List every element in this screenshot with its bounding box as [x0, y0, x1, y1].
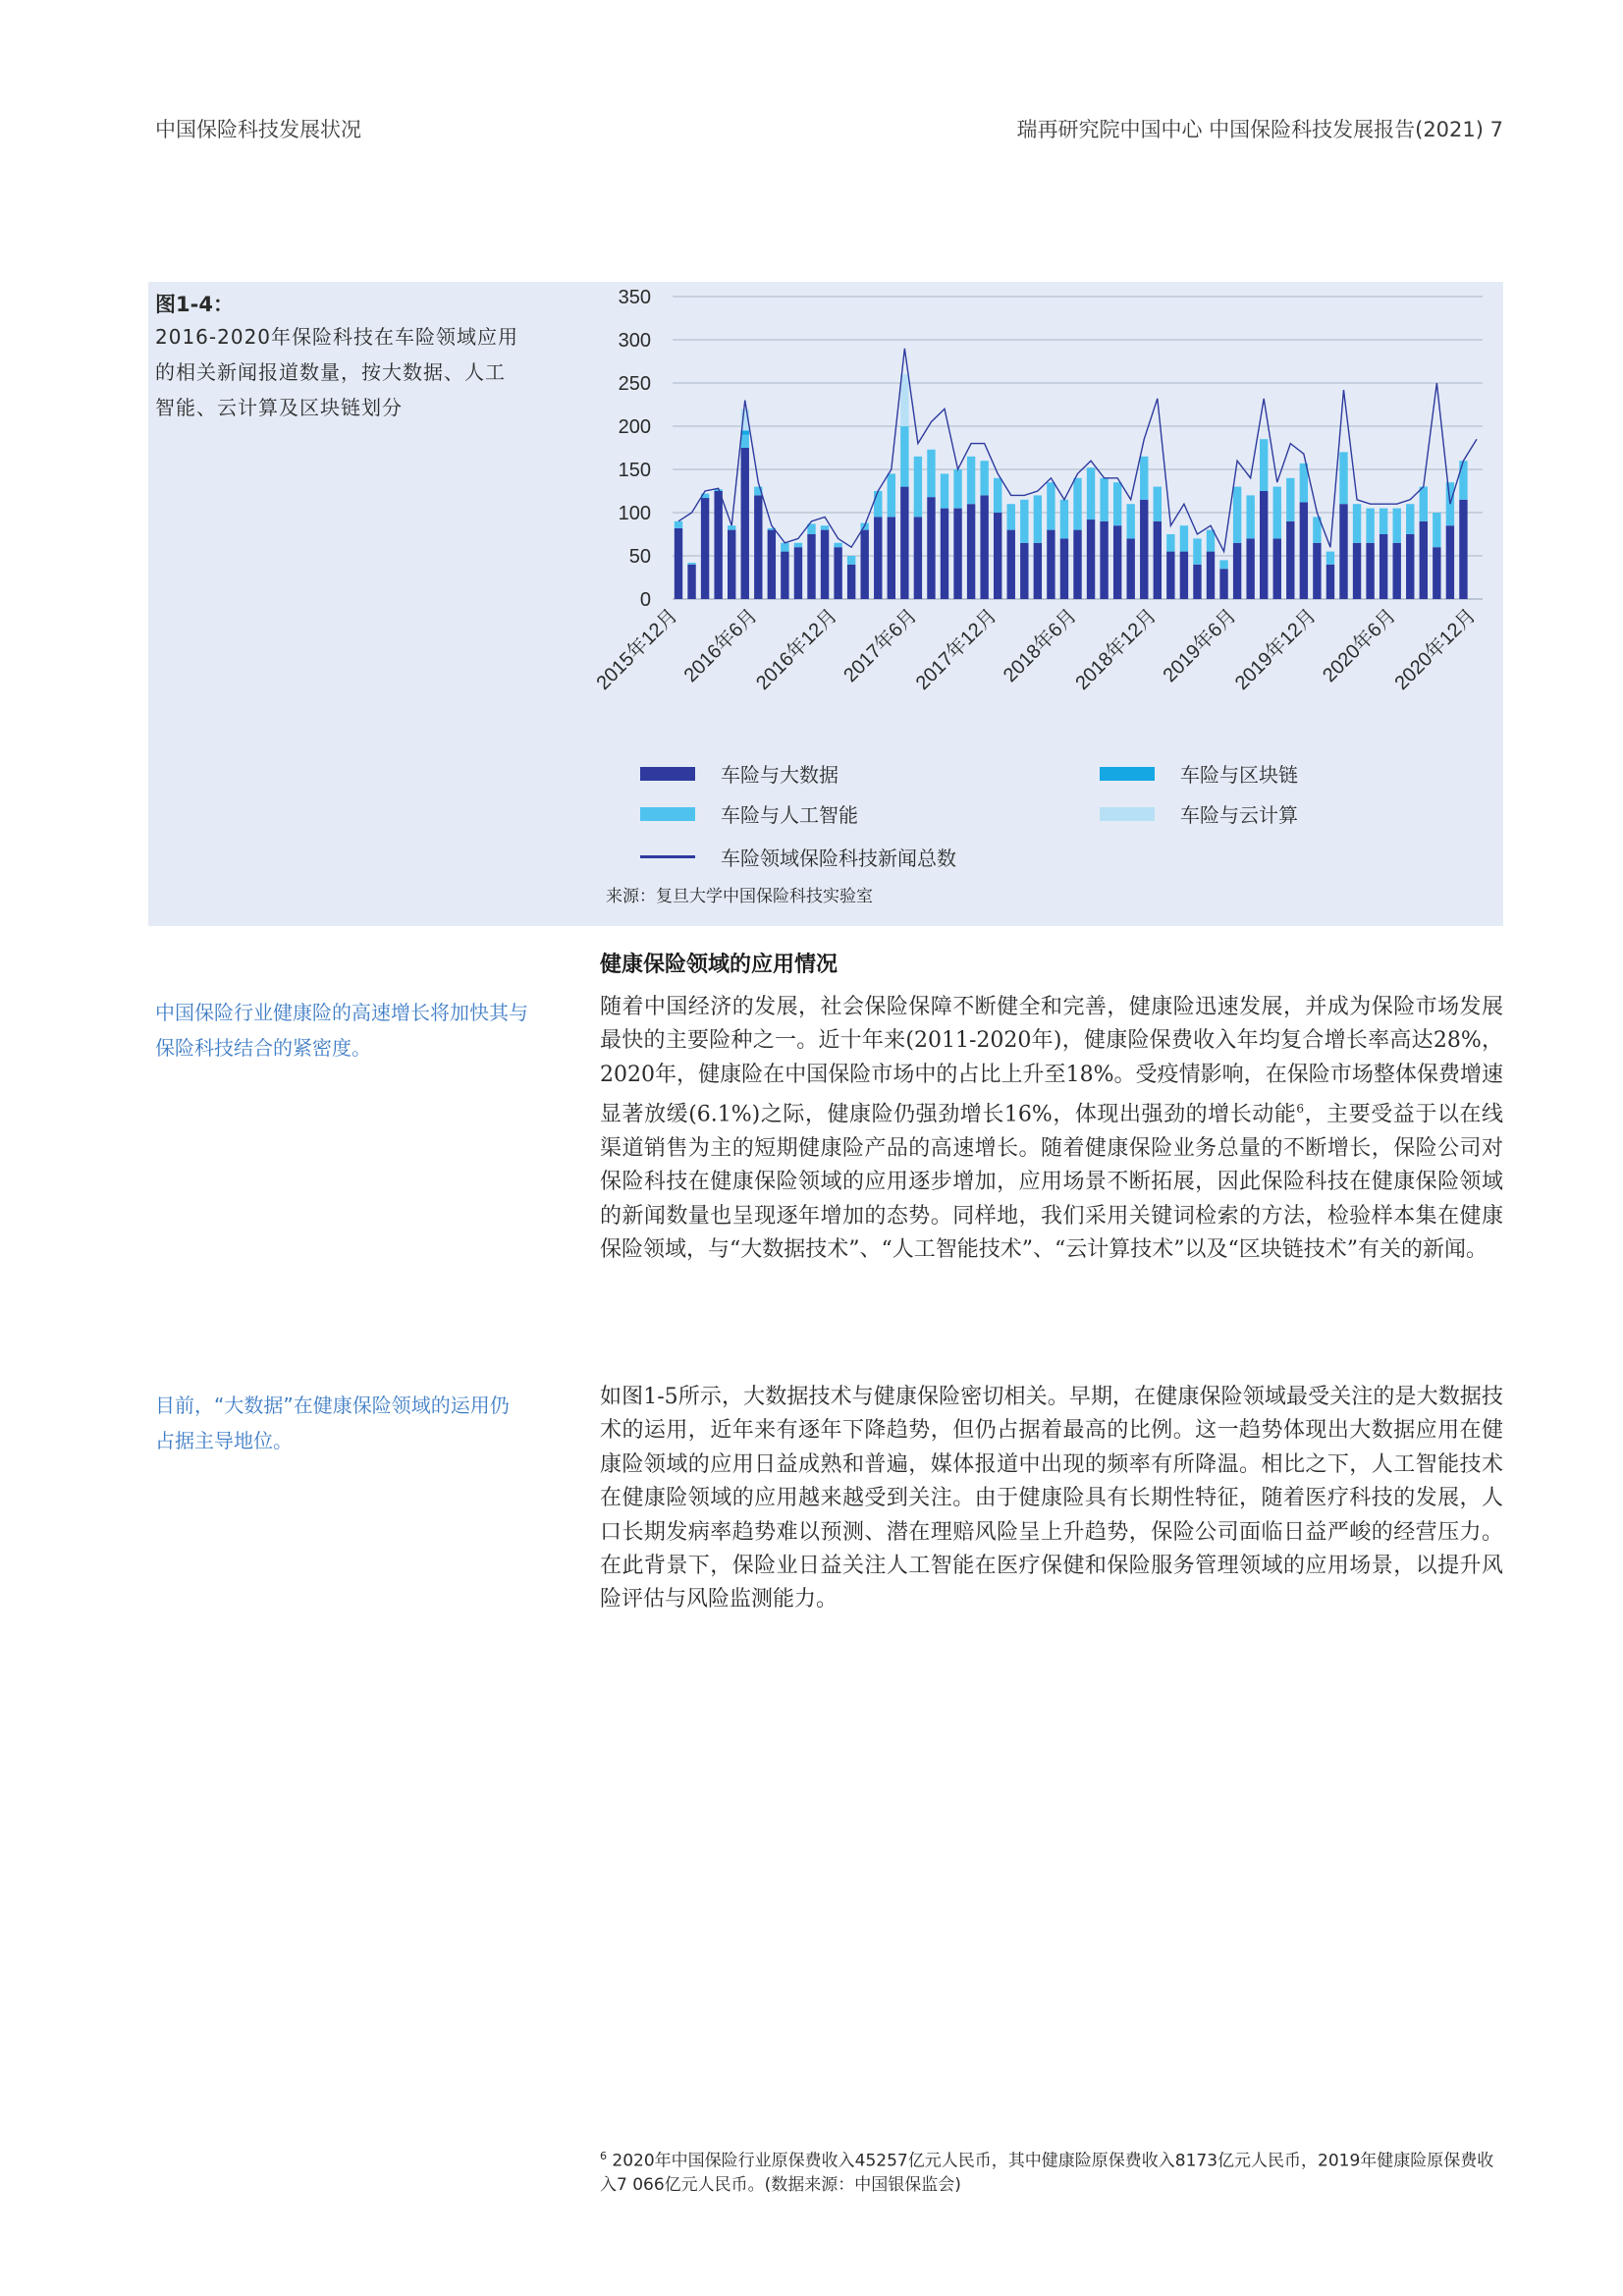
- y-tick-label: 250: [618, 373, 651, 395]
- bar-segment: [1113, 525, 1121, 599]
- bar-segment: [1207, 530, 1215, 552]
- legend-ai: [640, 799, 858, 828]
- x-tick-label: 2019年6月: [1159, 604, 1241, 687]
- x-tick-label: 2018年12月: [1071, 604, 1162, 695]
- footnote-ref: 6: [1296, 1102, 1305, 1117]
- bar-segment: [741, 435, 749, 448]
- bar-segment: [1286, 478, 1294, 521]
- bar-segment: [914, 457, 922, 518]
- y-tick-label: 200: [618, 416, 651, 438]
- bar-segment: [1260, 439, 1268, 491]
- footnote: [600, 2145, 1503, 2197]
- bar-segment: [1154, 521, 1162, 599]
- bar-segment: [794, 543, 802, 547]
- bar-segment: [1126, 538, 1134, 599]
- bar-segment: [1047, 482, 1055, 529]
- bar-segment: [1260, 491, 1268, 599]
- bar-segment: [1060, 500, 1068, 539]
- bar-segment: [1219, 569, 1227, 599]
- bar-segment: [1273, 538, 1281, 599]
- bar-segment: [834, 543, 841, 547]
- figure-caption: 2016-2020年保险科技在车险领域应用的相关新闻报道数量，按大数据、人工智能、云计算及区块链划分: [155, 325, 519, 419]
- news-count-chart: [592, 282, 1492, 753]
- bar-segment: [1020, 500, 1028, 543]
- bar-segment: [821, 530, 829, 599]
- paragraph-1-text-a: 随着中国经济的发展，社会保险保障不断健全和完善，健康险迅速发展，并成为保险市场发展最快的主要险种之一。近十年来(2011-2020年)，健康险保费收入年均复合增长率高达28%，2020年，健康险在中国保险市场中的占比上升至18%。受疫情影响，在保险市场整体保费增速显著放缓(6.1%)之际，健康险仍强劲增长16%，体现出强劲的增长动能: [600, 995, 1503, 1127]
- bar-segment: [941, 509, 948, 599]
- bar-segment: [1353, 543, 1361, 599]
- bar-segment: [834, 547, 841, 599]
- bar-segment: [1034, 543, 1042, 599]
- x-tick-label: 2016年6月: [679, 604, 762, 687]
- bar-segment: [714, 491, 722, 599]
- bar-segment: [1020, 543, 1028, 599]
- x-tick-label: 2017年6月: [839, 604, 922, 687]
- bar-segment: [1300, 502, 1308, 599]
- bar-segment: [1273, 487, 1281, 539]
- bar-segment: [914, 517, 922, 599]
- bar-segment: [1366, 543, 1374, 599]
- bar-segment: [994, 513, 1001, 599]
- bar-segment: [1446, 525, 1454, 599]
- figure-source: 来源：复旦大学中国保险科技实验室: [606, 887, 873, 906]
- bar-segment: [953, 509, 961, 599]
- bar-segment: [1087, 519, 1095, 599]
- legend-cloud-swatch: [1100, 807, 1155, 821]
- bar-segment: [1392, 543, 1400, 599]
- x-tick-label: 2017年12月: [911, 604, 1001, 695]
- paragraph-2: 如图1-5所示，大数据技术与健康保险密切相关。早期，在健康保险领域最受关注的是大数据技术的运用，近年来有逐年下降趋势，但仍占据着最高的比例。这一趋势体现出大数据应用在健康险领域的应用日益成熟和普遍，媒体报道中出现的频率有所降温。相比之下，人工智能技术在健康险领域的应用越来越受到关注。由于健康险具有长期性特征，随着医疗科技的发展，人口长期发病率趋势难以预测、潜在理赔风险呈上升趋势，保险公司面临日益严峻的经营压力。在此背景下，保险业日益关注人工智能在医疗保健和保险服务管理领域的应用场景，以提升风险评估与风险监测能力。: [600, 1385, 1503, 1613]
- bar-segment: [1100, 478, 1108, 521]
- bar-segment: [1060, 538, 1068, 599]
- bar-segment: [1433, 513, 1440, 547]
- bar-segment: [994, 478, 1001, 513]
- bar-segment: [980, 495, 988, 599]
- bar-segment: [1406, 534, 1414, 599]
- bar-segment: [1073, 530, 1081, 599]
- bar-segment: [1007, 530, 1015, 599]
- bar-segment: [1339, 452, 1347, 504]
- y-tick-label: 100: [618, 503, 651, 524]
- legend-cloud: [1100, 799, 1298, 828]
- bar-segment: [1246, 538, 1254, 599]
- bar-segment: [768, 530, 776, 599]
- legend-big-data-swatch: [640, 767, 695, 781]
- y-tick-label: 0: [639, 589, 651, 611]
- legend-ai-label: 车险与人工智能: [721, 803, 858, 827]
- bar-segment: [860, 530, 868, 599]
- side-note-2: 目前，“大数据”在健康保险领域的运用仍占据主导地位。: [155, 1394, 510, 1452]
- paragraph-1: [600, 991, 1503, 1268]
- figure-label: 图1-4：: [155, 293, 234, 316]
- bar-segment: [1380, 509, 1387, 534]
- bar-segment: [1366, 509, 1374, 543]
- bar-segment: [1140, 457, 1148, 500]
- bar-segment: [1166, 552, 1174, 599]
- bar-segment: [1286, 521, 1294, 599]
- bar-segment: [888, 517, 895, 599]
- bar-segment: [1313, 543, 1321, 599]
- x-tick-label: 2016年12月: [752, 604, 842, 695]
- bar-segment: [1034, 495, 1042, 542]
- bar-segment: [754, 495, 762, 599]
- x-tick-label: 2018年6月: [999, 604, 1082, 687]
- bar-segment: [967, 504, 975, 599]
- bar-segment: [781, 552, 788, 599]
- bar-segment: [1246, 495, 1254, 538]
- bar-segment: [1140, 500, 1148, 599]
- bar-segment: [927, 450, 935, 497]
- y-tick-label: 300: [618, 330, 651, 352]
- bar-segment: [847, 556, 855, 565]
- legend-cloud-label: 车险与云计算: [1180, 803, 1298, 827]
- paragraph-1-text-b: ，主要受益于以在线渠道销售为主的短期健康险产品的高速增长。随着健康保险业务总量的不断增长，保险公司对保险科技在健康保险领域的应用逐步增加，应用场景不断拓展，因此保险科技在健康保险领域的新闻数量也呈现逐年增加的态势。同样地，我们采用关键词检索的方法，检验样本集在健康保险领域，与“大数据技术”、“人工智能技术”、“云计算技术”以及“区块链技术”有关的新闻。: [600, 1102, 1503, 1263]
- section-heading: 健康保险领域的应用情况: [600, 953, 839, 977]
- legend-total-line-label: 车险领域保险科技新闻总数: [721, 847, 956, 870]
- side-note-1: 中国保险行业健康险的高速增长将加快其与保险科技结合的紧密度。: [155, 1001, 528, 1060]
- bar-segment: [741, 448, 749, 599]
- bar-segment: [1459, 461, 1467, 500]
- bar-segment: [1180, 552, 1188, 599]
- legend-blockchain: [1100, 759, 1298, 788]
- bar-segment: [1326, 552, 1334, 565]
- bar-segment: [1420, 487, 1428, 521]
- bar-segment: [701, 498, 709, 599]
- bar-segment: [807, 534, 815, 599]
- x-tick-label: 2020年6月: [1319, 604, 1401, 687]
- bar-segment: [675, 528, 682, 599]
- footnote-number: 6: [600, 2150, 607, 2162]
- bar-segment: [1233, 487, 1241, 543]
- bar-segment: [900, 487, 908, 599]
- legend-big-data-label: 车险与大数据: [721, 763, 839, 787]
- legend-ai-swatch: [640, 807, 695, 821]
- bar-segment: [675, 521, 682, 528]
- bar-segment: [821, 525, 829, 529]
- bar-segment: [687, 565, 695, 599]
- bar-segment: [980, 461, 988, 495]
- x-tick-label: 2015年12月: [592, 604, 682, 695]
- bar-segment: [941, 473, 948, 508]
- bar-segment: [874, 491, 882, 517]
- bar-segment: [794, 547, 802, 599]
- y-tick-label: 50: [628, 546, 651, 568]
- bar-segment: [1420, 521, 1428, 599]
- bar-segment: [728, 525, 735, 529]
- y-tick-label: 150: [618, 460, 651, 481]
- bar-segment: [687, 563, 695, 565]
- bar-segment: [900, 426, 908, 487]
- running-header-right: 瑞再研究院中国中心 中国保险科技发展报告(2021) 7: [1016, 118, 1503, 141]
- bar-segment: [1073, 478, 1081, 530]
- bar-segment: [1087, 467, 1095, 519]
- x-tick-label: 2019年12月: [1230, 604, 1321, 695]
- bar-segment: [1100, 521, 1108, 599]
- bar-segment: [1459, 500, 1467, 599]
- bar-segment: [1154, 487, 1162, 521]
- legend-blockchain-swatch: [1100, 767, 1155, 781]
- bar-segment: [781, 543, 788, 552]
- bar-segment: [1166, 534, 1174, 552]
- footnote-text: 2020年中国保险行业原保费收入45257亿元人民币，其中健康险原保费收入8173亿元人民币，2019年健康险原保费收入7 066亿元人民币。(数据来源：中国银保监会): [600, 2151, 1494, 2195]
- bar-segment: [1406, 504, 1414, 534]
- bar-segment: [1433, 547, 1440, 599]
- bar-segment: [1007, 504, 1015, 529]
- x-tick-label: 2020年12月: [1390, 604, 1481, 695]
- bar-segment: [1193, 538, 1201, 564]
- bar-segment: [953, 469, 961, 509]
- bar-segment: [900, 374, 908, 426]
- bar-segment: [1233, 543, 1241, 599]
- bar-segment: [1207, 552, 1215, 599]
- running-header-left: 中国保险科技发展状况: [155, 118, 361, 141]
- legend-big-data: [640, 759, 839, 788]
- bar-segment: [1353, 504, 1361, 543]
- legend-total-line: [640, 843, 956, 871]
- bar-segment: [1219, 560, 1227, 569]
- bar-segment: [888, 473, 895, 517]
- y-tick-label: 350: [618, 287, 651, 308]
- bar-segment: [1047, 530, 1055, 599]
- bar-segment: [1392, 509, 1400, 543]
- bar-segment: [1193, 565, 1201, 599]
- bar-segment: [1113, 482, 1121, 525]
- bar-segment: [847, 565, 855, 599]
- bar-segment: [967, 457, 975, 504]
- bar-segment: [1126, 504, 1134, 538]
- bar-segment: [1180, 525, 1188, 551]
- legend-blockchain-label: 车险与区块链: [1180, 763, 1298, 787]
- legend-total-line-swatch: [640, 855, 695, 858]
- bar-segment: [1339, 504, 1347, 599]
- bar-segment: [1326, 565, 1334, 599]
- bar-segment: [874, 517, 882, 599]
- bar-segment: [1380, 534, 1387, 599]
- bar-segment: [728, 530, 735, 599]
- bar-segment: [927, 497, 935, 599]
